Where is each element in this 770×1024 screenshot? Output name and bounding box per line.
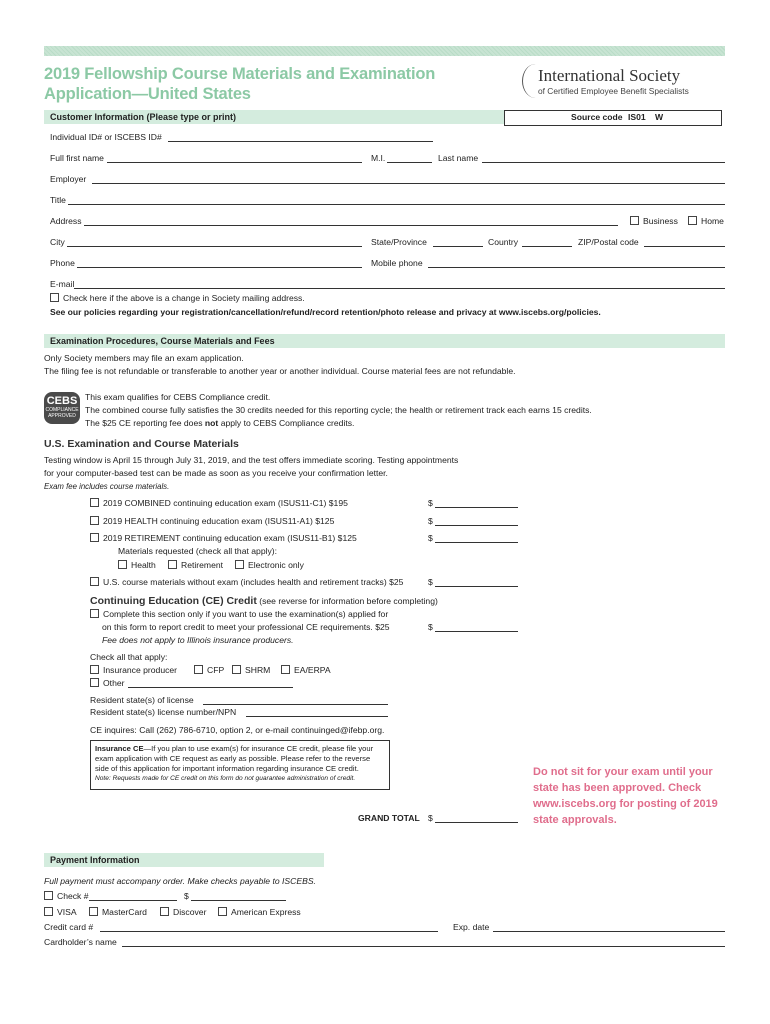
state-approval-notice: Do not sit for your exam until your state has been approved. Check www.iscebs.org for posting of 2019 state approvals. — [533, 766, 718, 826]
last-name-field[interactable] — [482, 153, 725, 163]
compliance-text-3 — [85, 418, 354, 428]
check-amount-field[interactable] — [191, 891, 286, 901]
top-banner-bar — [44, 46, 725, 56]
city-field[interactable] — [67, 237, 362, 247]
ce-complete-label-2: on this form to report credit to meet your professional CE requirements. $25 — [102, 622, 390, 632]
checkbox-icon — [194, 665, 203, 674]
employer-label: Employer — [50, 174, 87, 184]
check-number-field[interactable] — [89, 891, 177, 901]
ce-inquiries-text: CE inquires: Call (262) 786-6710, option 2, or e-mail continuinged@ifebp.org. — [90, 725, 385, 735]
mastercard-label: MasterCard — [102, 907, 147, 917]
checkbox-icon — [630, 216, 639, 225]
filing-fee-text: The filing fee is not refundable or transferable to another year or another individual. Course material fees are not refundable. — [44, 366, 516, 376]
amex-checkbox[interactable] — [218, 907, 301, 917]
compliance-text-3b: not — [204, 418, 219, 428]
retirement-dollar: $ — [428, 533, 433, 543]
checkbox-icon — [89, 907, 98, 916]
checkbox-icon — [160, 907, 169, 916]
email-label: E-mail — [50, 279, 75, 289]
checkbox-icon — [90, 609, 99, 618]
state-label: State/Province — [371, 237, 427, 247]
source-code-suffix: W — [655, 112, 664, 122]
payment-section-header: Payment Information — [50, 855, 140, 865]
retirement-materials-label: Retirement — [181, 560, 224, 570]
resident-npn-field[interactable] — [246, 707, 388, 717]
address-change-label: Check here if the above is a change in Society mailing address. — [63, 293, 305, 303]
visa-label: VISA — [57, 907, 77, 917]
resident-npn-label: Resident state(s) license number/NPN — [90, 707, 237, 717]
checkbox-icon — [168, 560, 177, 569]
discover-label: Discover — [173, 907, 207, 917]
grand-total-label: GRAND TOTAL — [358, 813, 420, 823]
health-exam-checkbox[interactable] — [90, 516, 334, 526]
compliance-text-2: The combined course fully satisfies the 30 credits needed for this reporting cycle; the health or retirement track each earns 15 credits. — [85, 405, 592, 415]
checkbox-icon — [118, 560, 127, 569]
page-title: 2019 Fellowship Course Materials and Examination Application—United States — [44, 65, 436, 103]
source-code-label: Source code — [571, 112, 623, 122]
title-label: Title — [50, 195, 66, 205]
insurance-producer-checkbox[interactable] — [90, 665, 177, 675]
other-label: Other — [103, 678, 125, 688]
retirement-exam-label: 2019 RETIREMENT continuing education exam (ISUS11-B1) $125 — [103, 533, 357, 543]
business-label: Business — [643, 216, 678, 226]
checkbox-icon — [281, 665, 290, 674]
electronic-materials-checkbox[interactable] — [235, 560, 304, 570]
ce-header-row — [90, 595, 438, 607]
testing-window-text-1: Testing window is April 15 through July 31, 2019, and the test offers immediate scoring. Testing appointments — [44, 455, 459, 465]
last-name-label: Last name — [438, 153, 479, 163]
checkbox-icon — [688, 216, 697, 225]
health-materials-checkbox[interactable] — [118, 560, 156, 570]
checkbox-icon — [90, 665, 99, 674]
badge-line-3: APPROVED — [48, 413, 76, 419]
check-checkbox[interactable] — [44, 891, 89, 901]
source-code-value: IS01 — [628, 112, 646, 122]
credit-card-label: Credit card # — [44, 922, 94, 932]
compliance-text-3c: apply to CEBS Compliance credits. — [220, 418, 355, 428]
business-checkbox[interactable] — [630, 216, 678, 226]
ce-complete-label-1: Complete this section only if you want to use the examination(s) applied for — [103, 609, 389, 619]
logo-main-text: International Society — [538, 66, 681, 85]
checkbox-icon — [90, 678, 99, 687]
exp-date-field[interactable] — [493, 922, 725, 932]
mastercard-checkbox[interactable] — [89, 907, 147, 917]
cardholder-field[interactable] — [122, 937, 725, 947]
address-label: Address — [50, 216, 82, 226]
cardholder-label: Cardholder’s name — [44, 937, 117, 947]
resident-license-label: Resident state(s) of license — [90, 695, 194, 705]
state-field[interactable] — [433, 237, 483, 247]
materials-only-amount-field[interactable] — [435, 577, 518, 587]
country-label: Country — [488, 237, 519, 247]
compliance-text-3a: The $25 CE reporting fee does — [85, 418, 203, 428]
health-materials-label: Health — [131, 560, 156, 570]
checkbox-icon — [50, 293, 59, 302]
insurance-producer-label: Insurance producer — [103, 665, 178, 675]
members-only-text: Only Society members may file an exam application. — [44, 353, 244, 363]
logo-sub-text: of Certified Employee Benefit Specialists — [538, 86, 689, 96]
checkbox-icon — [90, 516, 99, 525]
mi-label: M.I. — [371, 153, 386, 163]
ce-header-note: (see reverse for information before completing) — [259, 596, 438, 606]
cfp-checkbox[interactable] — [194, 665, 224, 675]
first-name-label: Full first name — [50, 153, 104, 163]
checkbox-icon — [44, 891, 53, 900]
retirement-exam-checkbox[interactable] — [90, 533, 357, 543]
badge-title: CEBS — [46, 395, 78, 407]
check-label: Check # — [57, 891, 89, 901]
materials-only-dollar: $ — [428, 577, 433, 587]
us-exam-header: U.S. Examination and Course Materials — [44, 438, 239, 450]
checkbox-icon — [218, 907, 227, 916]
check-dollar: $ — [184, 891, 189, 901]
ce-dollar: $ — [428, 622, 433, 632]
credit-card-field[interactable] — [100, 922, 438, 932]
badge-line-2: COMPLIANCE — [45, 407, 79, 413]
mobile-field[interactable] — [428, 258, 725, 268]
zip-field[interactable] — [644, 237, 725, 247]
id-field[interactable] — [168, 132, 433, 142]
electronic-materials-label: Electronic only — [248, 560, 304, 570]
mi-field[interactable] — [387, 153, 432, 163]
cfp-label: CFP — [207, 665, 225, 675]
health-dollar: $ — [428, 516, 433, 526]
materials-only-label: U.S. course materials without exam (includes health and retirement tracks) $25 — [103, 577, 404, 587]
grand-total-field[interactable] — [435, 813, 518, 823]
illinois-note: Fee does not apply to Illinois insurance producers. — [102, 635, 294, 645]
discover-checkbox[interactable] — [160, 907, 206, 917]
first-name-field[interactable] — [107, 153, 362, 163]
resident-license-field[interactable] — [203, 695, 388, 705]
home-checkbox[interactable] — [688, 216, 724, 226]
grand-total-dollar: $ — [428, 813, 433, 823]
combined-exam-label: 2019 COMBINED continuing education exam (ISUS11-C1) $195 — [103, 498, 348, 508]
exp-date-label: Exp. date — [453, 922, 490, 932]
checkbox-icon — [232, 665, 241, 674]
combined-amount-field[interactable] — [435, 498, 518, 508]
compliance-text-1: This exam qualifies for CEBS Compliance credit. — [85, 392, 271, 402]
checkbox-icon — [44, 907, 53, 916]
zip-label: ZIP/Postal code — [578, 237, 639, 247]
ea-erpa-checkbox[interactable] — [281, 665, 331, 675]
title-field[interactable] — [68, 195, 725, 205]
check-all-label: Check all that apply: — [90, 652, 168, 662]
insurance-ce-title: Insurance CE — [95, 744, 144, 753]
checkbox-icon — [90, 533, 99, 542]
other-checkbox[interactable] — [90, 678, 125, 688]
phone-field[interactable] — [77, 258, 362, 268]
visa-checkbox[interactable] — [44, 907, 77, 917]
exam-section-header: Examination Procedures, Course Materials and Fees — [50, 336, 275, 346]
phone-label: Phone — [50, 258, 75, 268]
email-field[interactable] — [74, 279, 725, 289]
checkbox-icon — [90, 577, 99, 586]
health-amount-field[interactable] — [435, 516, 518, 526]
ea-erpa-label: EA/ERPA — [294, 665, 331, 675]
retirement-amount-field[interactable] — [435, 533, 518, 543]
checkbox-icon — [235, 560, 244, 569]
other-field[interactable] — [128, 678, 293, 688]
materials-only-checkbox[interactable] — [90, 577, 403, 587]
country-field[interactable] — [522, 237, 572, 247]
address-field[interactable] — [84, 216, 618, 226]
payment-note: Full payment must accompany order. Make checks payable to ISCEBS. — [44, 876, 316, 886]
insurance-ce-note: Note: Requests made for CE credit on this form do not guarantee administration of credit. — [95, 775, 356, 782]
ce-amount-field[interactable] — [435, 622, 518, 632]
mobile-label: Mobile phone — [371, 258, 423, 268]
retirement-materials-checkbox[interactable] — [168, 560, 223, 570]
fee-note: Exam fee includes course materials. — [44, 482, 170, 491]
testing-window-text-2: for your computer-based test can be made as soon as you receive your confirmation letter. — [44, 468, 388, 478]
home-label: Home — [701, 216, 724, 226]
amex-label: American Express — [231, 907, 301, 917]
city-label: City — [50, 237, 65, 247]
checkbox-icon — [90, 498, 99, 507]
id-label: Individual ID# or ISCEBS ID# — [50, 132, 162, 142]
cebs-compliance-badge — [44, 392, 80, 424]
policies-text: See our policies regarding your registration/cancellation/refund/record retention/photo release and privacy at www.iscebs.org/policies. — [50, 307, 601, 317]
combined-exam-checkbox[interactable] — [90, 498, 348, 508]
customer-section-header: Customer Information (Please type or print) — [50, 112, 237, 122]
address-change-checkbox[interactable] — [50, 293, 305, 303]
shrm-checkbox[interactable] — [232, 665, 270, 675]
insurance-ce-box — [90, 740, 390, 790]
combined-dollar: $ — [428, 498, 433, 508]
ce-complete-checkbox[interactable] — [90, 609, 388, 619]
shrm-label: SHRM — [245, 665, 271, 675]
materials-requested-label: Materials requested (check all that apply): — [118, 546, 278, 556]
ce-header: Continuing Education (CE) Credit — [90, 595, 257, 607]
source-code-box — [504, 110, 722, 126]
insurance-ce-text: —If you plan to use exam(s) for insurance CE credit, please file your exam application with CE request as early as possible. Please refer to the reverse side of this application for important information regarding insurance CE credit. — [95, 744, 374, 773]
health-exam-label: 2019 HEALTH continuing education exam (ISUS11-A1) $125 — [103, 516, 335, 526]
employer-field[interactable] — [92, 174, 725, 184]
